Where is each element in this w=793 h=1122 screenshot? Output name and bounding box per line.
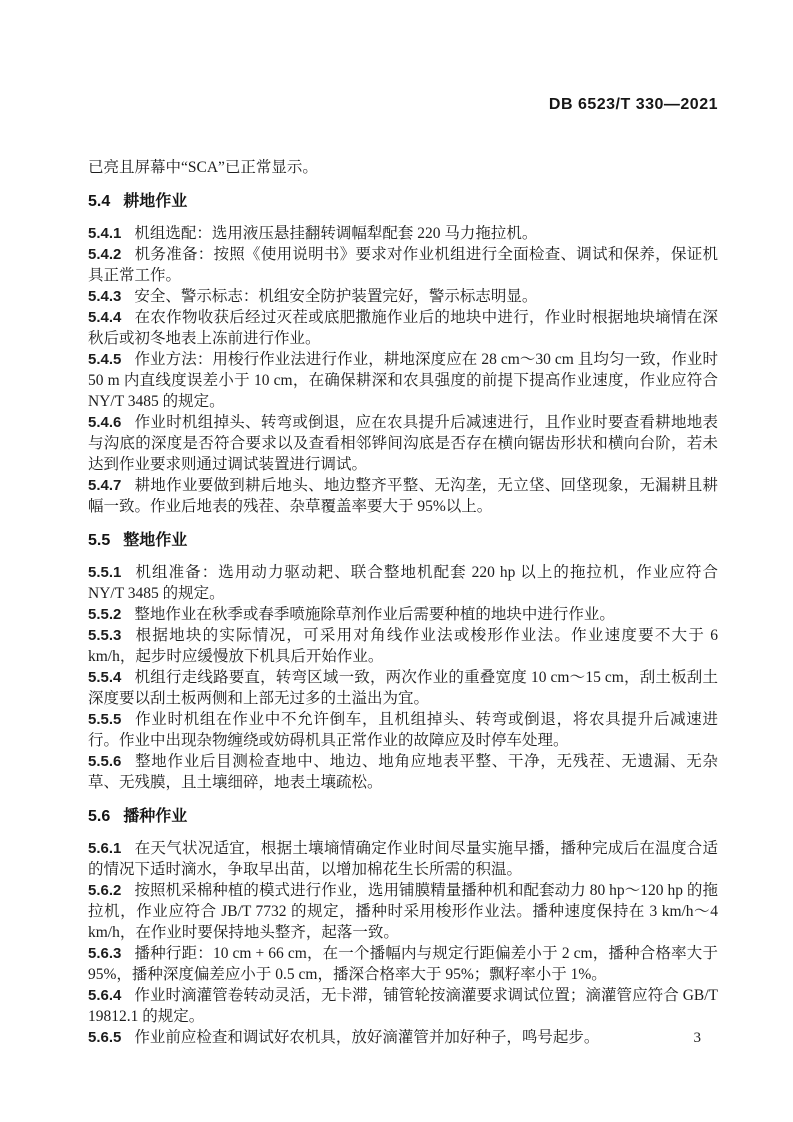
clause-paragraph bbox=[88, 1027, 718, 1048]
clause-paragraph bbox=[88, 286, 718, 307]
clause-paragraph bbox=[88, 244, 718, 286]
clause-number: 5.4.7 bbox=[88, 477, 122, 494]
clause-number: 5.6.5 bbox=[88, 1029, 122, 1046]
clause-text: 作业前应检查和调试好农机具，放好滴灌管并加好种子，鸣号起步。 bbox=[134, 1029, 600, 1046]
section bbox=[88, 805, 718, 1048]
clause-paragraph bbox=[88, 667, 718, 709]
clause-number: 5.6.1 bbox=[88, 840, 122, 857]
clause-paragraph bbox=[88, 349, 718, 412]
clause-paragraph bbox=[88, 709, 718, 751]
clause-number: 5.5.3 bbox=[88, 627, 122, 644]
page-number: 3 bbox=[693, 1030, 701, 1046]
clause-text: 机组准备：选用动力驱动耙、联合整地机配套 220 hp 以上的拖拉机，作业应符合 NY/T 3485 的规定。 bbox=[88, 564, 718, 602]
clause-text: 整地作业在秋季或春季喷施除草剂作业后需要种植的地块中进行作业。 bbox=[134, 606, 615, 623]
clause-paragraph bbox=[88, 475, 718, 517]
clause-text: 作业时机组掉头、转弯或倒退，应在农具提升后减速进行，且作业时要查看耕地地表与沟底的深度是否符合要求以及查看相邻铧间沟底是否存在横向锯齿形状和横向台阶，若未达到作业要求则通过调试装置进行调试。 bbox=[88, 414, 718, 473]
section-heading bbox=[88, 529, 718, 553]
clause-number: 5.4.2 bbox=[88, 246, 122, 263]
clause-number: 5.4.5 bbox=[88, 351, 122, 368]
section bbox=[88, 529, 718, 793]
clause-text: 耕地作业要做到耕后地头、地边整齐平整、无沟垄，无立垡、回垡现象，无漏耕且耕幅一致。作业后地表的残茬、杂草覆盖率要大于 95%以上。 bbox=[88, 477, 718, 515]
clause-number: 5.6.3 bbox=[88, 945, 122, 962]
clause-text: 整地作业后目测检查地中、地边、地角应地表平整、干净，无残茬、无遗漏、无杂草、无残膜，且土壤细碎，地表土壤疏松。 bbox=[88, 753, 718, 791]
clause-paragraph bbox=[88, 943, 718, 985]
clause-number: 5.5.4 bbox=[88, 669, 122, 686]
clause-text: 在天气状况适宜，根据土壤墒情确定作业时间尽量实施早播，播种完成后在温度合适的情况下适时滴水，争取早出苗，以增加棉花生长所需的积温。 bbox=[88, 840, 718, 878]
section-title: 播种作业 bbox=[123, 808, 188, 825]
section bbox=[88, 190, 718, 517]
clause-number: 5.5.1 bbox=[88, 564, 122, 581]
clause-number: 5.4.1 bbox=[88, 225, 122, 242]
sections-container bbox=[88, 190, 718, 1048]
clause-paragraph bbox=[88, 751, 718, 793]
clause-text: 作业时机组在作业中不允许倒车，且机组掉头、转弯或倒退，将农具提升后减速进行。作业中出现杂物缠绕或妨碍机具正常作业的故障应及时停车处理。 bbox=[88, 711, 718, 749]
clause-number: 5.6.2 bbox=[88, 882, 122, 899]
clause-paragraph bbox=[88, 604, 718, 625]
standard-code-header: DB 6523/T 330—2021 bbox=[548, 96, 718, 113]
clause-paragraph bbox=[88, 307, 718, 349]
clause-text: 安全、警示标志：机组安全防护装置完好，警示标志明显。 bbox=[134, 288, 538, 305]
clause-paragraph bbox=[88, 880, 718, 943]
clause-number: 5.5.5 bbox=[88, 711, 122, 728]
clause-paragraph bbox=[88, 985, 718, 1027]
intro-paragraph: 已亮且屏幕中“SCA”已正常显示。 bbox=[88, 159, 318, 176]
clause-text: 作业方法：用梭行作业法进行作业，耕地深度应在 28 cm～30 cm 且均匀一致，作业时 50 m 内直线度误差小于 10 cm，在确保耕深和农具强度的前提下提高作业速度，作业应符合 NY/T 3485 的规定。 bbox=[88, 351, 718, 410]
clause-paragraph bbox=[88, 838, 718, 880]
clause-text: 机组行走线路要直，转弯区域一致，两次作业的重叠宽度 10 cm～15 cm，刮土板刮土深度要以刮土板两侧和上部无过多的土溢出为宜。 bbox=[88, 669, 718, 707]
clause-text: 作业时滴灌管卷转动灵活，无卡滞，铺管轮按滴灌要求调试位置；滴灌管应符合 GB/T 19812.1 的规定。 bbox=[88, 987, 718, 1025]
section-heading bbox=[88, 190, 718, 214]
clause-number: 5.4.6 bbox=[88, 414, 122, 431]
clause-text: 播种行距：10 cm + 66 cm，在一个播幅内与规定行距偏差小于 2 cm，播种合格率大于 95%，播种深度偏差应小于 0.5 cm，播深合格率大于 95%；飘籽率小于 1%。 bbox=[88, 945, 718, 983]
section-title: 耕地作业 bbox=[123, 193, 188, 210]
section-number: 5.4 bbox=[88, 193, 111, 210]
clause-number: 5.5.2 bbox=[88, 606, 122, 623]
section-number: 5.6 bbox=[88, 808, 111, 825]
document-body bbox=[88, 157, 718, 1048]
clause-text: 在农作物收获后经过灭茬或底肥撒施作业后的地块中进行，作业时根据地块墒情在深秋后或初冬地表上冻前进行作业。 bbox=[88, 309, 718, 347]
section-title: 整地作业 bbox=[123, 532, 188, 549]
clause-number: 5.4.3 bbox=[88, 288, 122, 305]
clause-number: 5.5.6 bbox=[88, 753, 122, 770]
clause-paragraph bbox=[88, 562, 718, 604]
clause-text: 机务准备：按照《使用说明书》要求对作业机组进行全面检查、调试和保养，保证机具正常工作。 bbox=[88, 246, 718, 284]
section-heading bbox=[88, 805, 718, 829]
clause-number: 5.6.4 bbox=[88, 987, 122, 1004]
clause-paragraph bbox=[88, 412, 718, 475]
clause-text: 机组选配：选用液压悬挂翻转调幅犁配套 220 马力拖拉机。 bbox=[134, 225, 538, 242]
section-number: 5.5 bbox=[88, 532, 111, 549]
clause-text: 根据地块的实际情况，可采用对角线作业法或梭形作业法。作业速度要不大于 6 km/h，起步时应缓慢放下机具后开始作业。 bbox=[88, 627, 718, 665]
clause-number: 5.4.4 bbox=[88, 309, 122, 326]
clause-text: 按照机采棉种植的模式进行作业，选用铺膜精量播种机和配套动力 80 hp～120 hp 的拖拉机，作业应符合 JB/T 7732 的规定，播种时采用梭形作业法。播种速度保持在 3 km/h～4 km/h，在作业时要保持地头整齐，起落一致。 bbox=[88, 882, 718, 941]
clause-paragraph bbox=[88, 223, 718, 244]
clause-paragraph bbox=[88, 625, 718, 667]
